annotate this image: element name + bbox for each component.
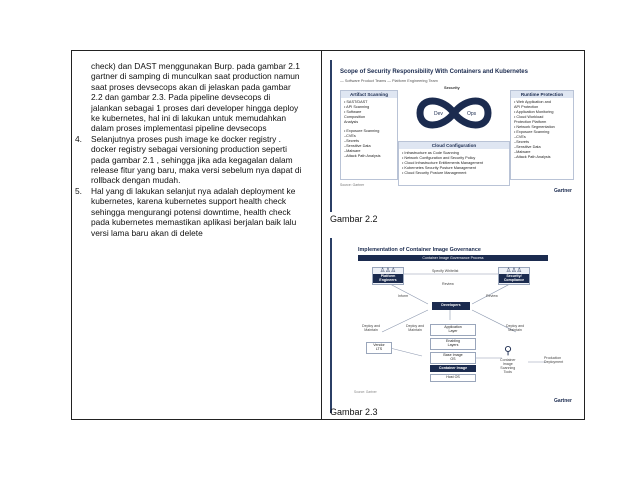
- list-number: 4.: [75, 133, 82, 144]
- paragraph-continued: [72, 61, 320, 134]
- list-number: 5.: [75, 185, 82, 196]
- document-table: [71, 50, 585, 420]
- text-line: sehingga mengurangi potensi downtime, health check: [91, 206, 291, 217]
- application-layer-box: Application Layer: [430, 324, 476, 336]
- caption-figure-2-3: Gambar 2.3: [330, 407, 378, 417]
- text-line: gartner di samping di munculkan saat production namun: [91, 71, 300, 82]
- gartner-logo: Gartner: [553, 398, 572, 404]
- text-line: versi lama baru akan di delete: [91, 227, 203, 238]
- platform-engineers-node: [372, 267, 404, 285]
- text-line: ke kubernetes, hal ini di lakukan untuk memudahkan: [91, 113, 287, 124]
- list-item: • SAST/DAST: [344, 100, 368, 104]
- deploy-maintain-mid: Deploy and Maintain: [406, 324, 425, 332]
- text-line: kubernetes, karena kubernetes support health check: [91, 196, 287, 207]
- container-image-label: Container Image: [430, 365, 476, 372]
- figure-2-2: [330, 60, 580, 212]
- list-item: –Sensitive Data: [514, 145, 541, 149]
- review-label-right: Review: [486, 294, 498, 298]
- figure-title: Implementation of Container Image Governance: [358, 247, 481, 253]
- developers-node: Developers: [432, 302, 470, 310]
- list-item: –Malware: [514, 150, 531, 154]
- list-item: –Attack Path Analysis: [514, 155, 551, 159]
- text-line: dalam proses implementasi pipeline devsecops: [91, 123, 267, 134]
- deploy-maintain-right: Deploy and Maintain: [506, 324, 525, 332]
- artifact-scanning-box: [340, 90, 398, 180]
- people-icon: ♙♙♙: [505, 268, 523, 274]
- list-item: • Network Segmentation: [514, 125, 555, 129]
- artifact-items: [341, 98, 397, 161]
- list-item: API Protection: [514, 105, 539, 109]
- text-line: 2.2 dan gambar 2.3. Pada pipeline devsecops di: [91, 92, 271, 103]
- deploy-maintain-left: Deploy and Maintain: [362, 324, 381, 332]
- text-column: [72, 61, 320, 238]
- gartner-logo: Gartner: [553, 188, 572, 194]
- list-item: –CVEs: [344, 134, 356, 138]
- host-os-box: Host OS: [430, 374, 476, 382]
- list-item: • Cloud Security Posture Management: [402, 171, 467, 175]
- security-label: Security: [444, 85, 460, 90]
- figure-title: Scope of Security Responsibility With Containers and Kubernetes: [340, 69, 528, 75]
- figure-source: Source: Gartner: [354, 390, 377, 394]
- base-image-box: Base Image OS: [430, 352, 476, 364]
- scanning-tools-label: Container Image Scanning Tools: [500, 358, 516, 374]
- vendor-lts-box: Vendor LTS: [366, 342, 392, 354]
- platform-engineers-label: Platform Engineers: [373, 274, 403, 283]
- text-line: check) dan DAST menggunakan Burp. pada gambar 2.1: [91, 61, 300, 71]
- list-item: • Infrastructure as Code Scanning: [402, 151, 459, 155]
- text-line: rollback dengan mudah.: [91, 175, 181, 186]
- inform-label: Inform: [398, 294, 409, 298]
- list-item: –Secrets: [344, 139, 359, 143]
- list-item: –Sensitive Data: [344, 144, 371, 148]
- list-item: • Network Configuration and Security Policy: [402, 156, 476, 160]
- cloud-items: [399, 149, 509, 178]
- list-item: • Application Monitoring: [514, 110, 554, 114]
- cloud-configuration-box: [398, 141, 510, 186]
- list-item: • Software: [344, 110, 362, 114]
- list-item: –Secrets: [514, 140, 529, 144]
- text-line: pada kubernetes memastikan aplikasi berjalan baik lalu: [91, 217, 297, 228]
- figure-legend: — Software Product Teams — Platform Engineering Team: [340, 79, 438, 83]
- dev-label: Dev: [434, 111, 443, 117]
- figure-source: Source: Gartner: [340, 183, 365, 187]
- text-line: saat proses devsecops akan di jelaskan pada gambar: [91, 81, 291, 92]
- text-line: release fitur yang baru, maka versi sebelum nya dapat di: [91, 165, 302, 176]
- runtime-items: [511, 98, 573, 162]
- list-item: • Cloud Workload: [514, 115, 544, 119]
- cloud-configuration-title: Cloud Configuration: [399, 142, 509, 149]
- list-item: • Exposure Scanning: [344, 129, 380, 133]
- column-divider: [321, 51, 322, 419]
- list-item: • API Scanning: [344, 105, 370, 109]
- caption-figure-2-2: Gambar 2.2: [330, 214, 378, 224]
- list-item: • Cloud Infrastructure Entitlements Management: [402, 161, 483, 165]
- runtime-protection-box: [510, 90, 574, 180]
- ops-label: Ops: [467, 111, 477, 117]
- text-line: Selanjutnya proses push image ke docker registry .: [91, 133, 281, 144]
- text-line: docker registry sebagai versioning production seperti: [91, 144, 287, 155]
- enabling-layers-box: Enabling Layers: [430, 338, 476, 350]
- devops-infinity-icon: [412, 93, 496, 133]
- security-compliance-label: Security/ Compliance: [499, 274, 529, 283]
- list-item: Analysis: [344, 120, 359, 124]
- list-item: –Malware: [344, 149, 361, 153]
- process-band: Container Image Governance Process: [358, 255, 548, 261]
- text-line: jalankan sebagai 1 proses dari developer hingga deploy: [91, 102, 299, 113]
- list-item-4: [72, 134, 320, 186]
- list-item-5: [72, 186, 320, 238]
- runtime-protection-title: Runtime Protection: [511, 91, 573, 98]
- specify-whitelist-label: Specify Whitelist: [432, 269, 459, 273]
- list-item: –CVEs: [514, 135, 526, 139]
- list-item: –Attack Path Analysis: [344, 154, 381, 158]
- list-item: Protection Platform: [514, 120, 547, 124]
- text-line: pada gambar 2.1 , sehingga jika ada kegagalan dalam: [91, 154, 293, 165]
- review-label: Review: [442, 282, 454, 286]
- text-line: Hal yang di lakukan selanjut nya adalah deployment ke: [91, 185, 296, 196]
- figure-2-3: [330, 238, 580, 413]
- list-item: • Web Application and: [514, 100, 551, 104]
- security-compliance-node: [498, 267, 530, 285]
- artifact-scanning-title: Artifact Scanning: [341, 91, 397, 98]
- list-item: • Exposure Scanning: [514, 130, 550, 134]
- production-deployment-label: Production Deployment: [544, 356, 564, 364]
- magnifier-icon: ⚲: [504, 345, 513, 357]
- list-item: Composition: [344, 115, 366, 119]
- people-icon: ♙♙♙: [379, 268, 397, 274]
- list-item: • Kubernetes Security Posture Management: [402, 166, 476, 170]
